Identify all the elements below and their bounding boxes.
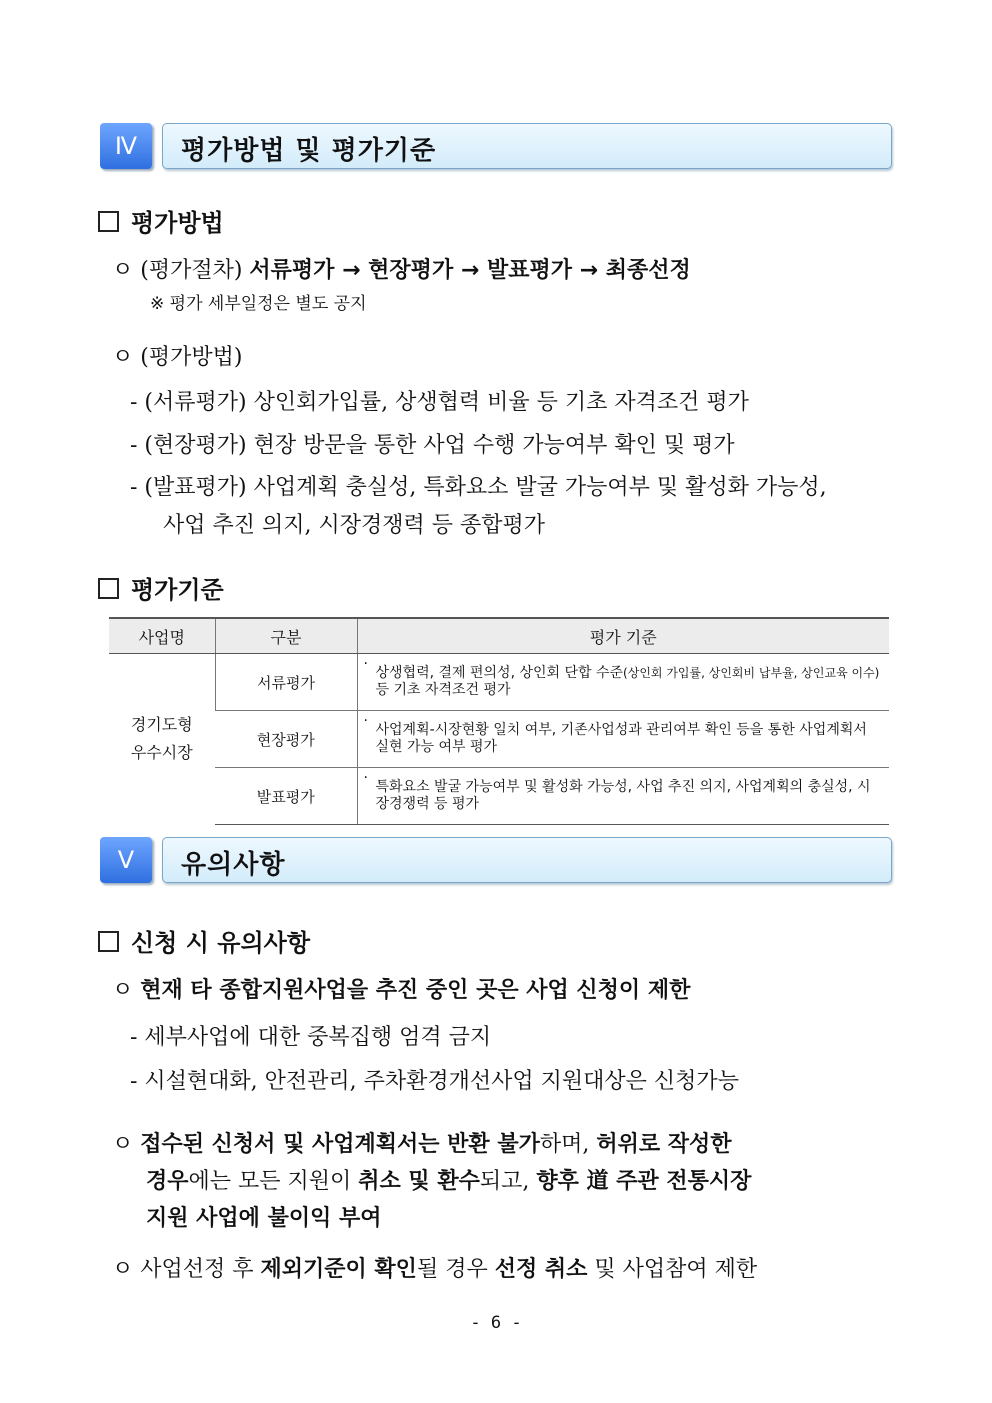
table-header-row bbox=[109, 618, 889, 654]
section-title-bar bbox=[162, 837, 892, 883]
caution-bold-text: 향후 道 주관 전통시장 bbox=[536, 1169, 752, 1194]
business-name-cell: 경기도형 우수시장 bbox=[109, 654, 215, 825]
method-item: - (발표평가) 사업계획 충실성, 특화요소 발굴 가능여부 및 활성화 가능성, bbox=[130, 475, 827, 500]
procedure-line bbox=[112, 253, 691, 284]
section-5-header bbox=[100, 837, 892, 885]
caution-text: 에는 모든 지원이 bbox=[188, 1169, 359, 1194]
checkbox-square-icon bbox=[98, 578, 119, 599]
method-heading-text: 평가방법 bbox=[131, 209, 224, 237]
method-item-continued: 사업 추진 의지, 시장경쟁력 등 종합평가 bbox=[163, 513, 545, 538]
caution-bold-text: 접수된 신청서 및 사업계획서는 반환 불가 bbox=[140, 1132, 540, 1157]
caution-text: 현재 타 종합지원사업을 추진 중인 곳은 사업 신청이 제한 bbox=[140, 978, 691, 1003]
section-number: Ⅴ bbox=[100, 837, 152, 883]
criteria-cell: · 특화요소 발굴 가능여부 및 활성화 가능성, 사업 추진 의지, 사업계획의 충실성, 시장경쟁력 등 평가 bbox=[357, 768, 889, 825]
criteria-heading-text: 평가기준 bbox=[131, 576, 224, 604]
caution-bold-text: 경우 bbox=[146, 1169, 189, 1194]
caution-text: 되고, bbox=[479, 1169, 537, 1194]
caution-bullet-2 bbox=[112, 1127, 732, 1158]
criteria-cell bbox=[357, 654, 889, 711]
caution-bold-text: 제외기준이 확인 bbox=[260, 1257, 417, 1282]
section-4-header bbox=[100, 123, 892, 171]
checkbox-square-icon bbox=[98, 211, 119, 232]
cautions-heading bbox=[98, 923, 310, 958]
table-row bbox=[109, 711, 889, 768]
criteria-table bbox=[109, 617, 889, 825]
caution-bold-text: 선정 취소 bbox=[494, 1257, 588, 1282]
method-label: ㅇ (평가방법) bbox=[112, 345, 243, 370]
method-heading bbox=[98, 203, 224, 238]
caution-sub-item: - 시설현대화, 안전관리, 주차환경개선사업 지원대상은 신청가능 bbox=[130, 1069, 739, 1094]
table-row bbox=[109, 768, 889, 825]
caution-bullet-2-continued bbox=[146, 1164, 751, 1195]
checkbox-square-icon bbox=[98, 931, 119, 952]
criteria-cell: · 사업계획-시장현황 일치 여부, 기존사업성과 관리여부 확인 등을 통한 사업계획서 실현 가능 여부 평가 bbox=[357, 711, 889, 768]
caution-bold-text: 취소 및 환수 bbox=[358, 1169, 480, 1194]
caution-text: 및 사업참여 제한 bbox=[587, 1257, 758, 1282]
section-title: 평가방법 및 평가기준 bbox=[181, 136, 437, 166]
schedule-note: ※ 평가 세부일정은 별도 공지 bbox=[150, 294, 367, 314]
section-number: Ⅳ bbox=[100, 123, 152, 169]
caution-text: 하며, bbox=[539, 1132, 597, 1157]
bullet-marker: ㅇ bbox=[112, 978, 134, 1003]
page-number: - 6 - bbox=[470, 1313, 522, 1333]
method-item: - (현장평가) 현장 방문을 통한 사업 수행 가능여부 확인 및 평가 bbox=[130, 433, 735, 458]
cautions-heading-text: 신청 시 유의사항 bbox=[131, 929, 310, 957]
criteria-text-rest: 등 기초 자격조건 평가 bbox=[375, 682, 511, 698]
method-item: - (서류평가) 상인회가입률, 상생협력 비율 등 기초 자격조건 평가 bbox=[130, 390, 749, 415]
bullet-marker: ㅇ bbox=[112, 1257, 134, 1282]
column-header: 사업명 bbox=[109, 618, 215, 654]
column-header: 구분 bbox=[215, 618, 357, 654]
criteria-text: 상생협력, 결제 편의성, 상인회 단합 수준 bbox=[375, 665, 624, 681]
criteria-heading bbox=[98, 570, 224, 605]
criteria-paren-text: (상인회 가입률, 상인회비 납부율, 상인교육 이수) bbox=[623, 666, 880, 680]
caution-sub-item: - 세부사업에 대한 중복집행 엄격 금지 bbox=[130, 1025, 492, 1050]
column-header: 평가 기준 bbox=[357, 618, 889, 654]
caution-bullet-1 bbox=[112, 973, 690, 1004]
procedure-label: ㅇ (평가절차) bbox=[112, 258, 243, 283]
bullet-marker: ㅇ bbox=[112, 1132, 134, 1157]
category-cell: 발표평가 bbox=[215, 768, 357, 825]
category-cell: 서류평가 bbox=[215, 654, 357, 711]
caution-bullet-3 bbox=[112, 1252, 757, 1283]
caution-text: 사업선정 후 bbox=[140, 1257, 261, 1282]
table-row bbox=[109, 654, 889, 711]
caution-bold-text: 지원 사업에 불이익 부여 bbox=[146, 1206, 382, 1231]
caution-text: 될 경우 bbox=[416, 1257, 495, 1282]
section-title-bar bbox=[162, 123, 892, 169]
caution-bullet-2-continued bbox=[146, 1201, 382, 1232]
category-cell: 현장평가 bbox=[215, 711, 357, 768]
procedure-steps: 서류평가 → 현장평가 → 발표평가 → 최종선정 bbox=[249, 258, 691, 283]
section-title: 유의사항 bbox=[181, 850, 286, 880]
caution-bold-text: 허위로 작성한 bbox=[596, 1132, 732, 1157]
